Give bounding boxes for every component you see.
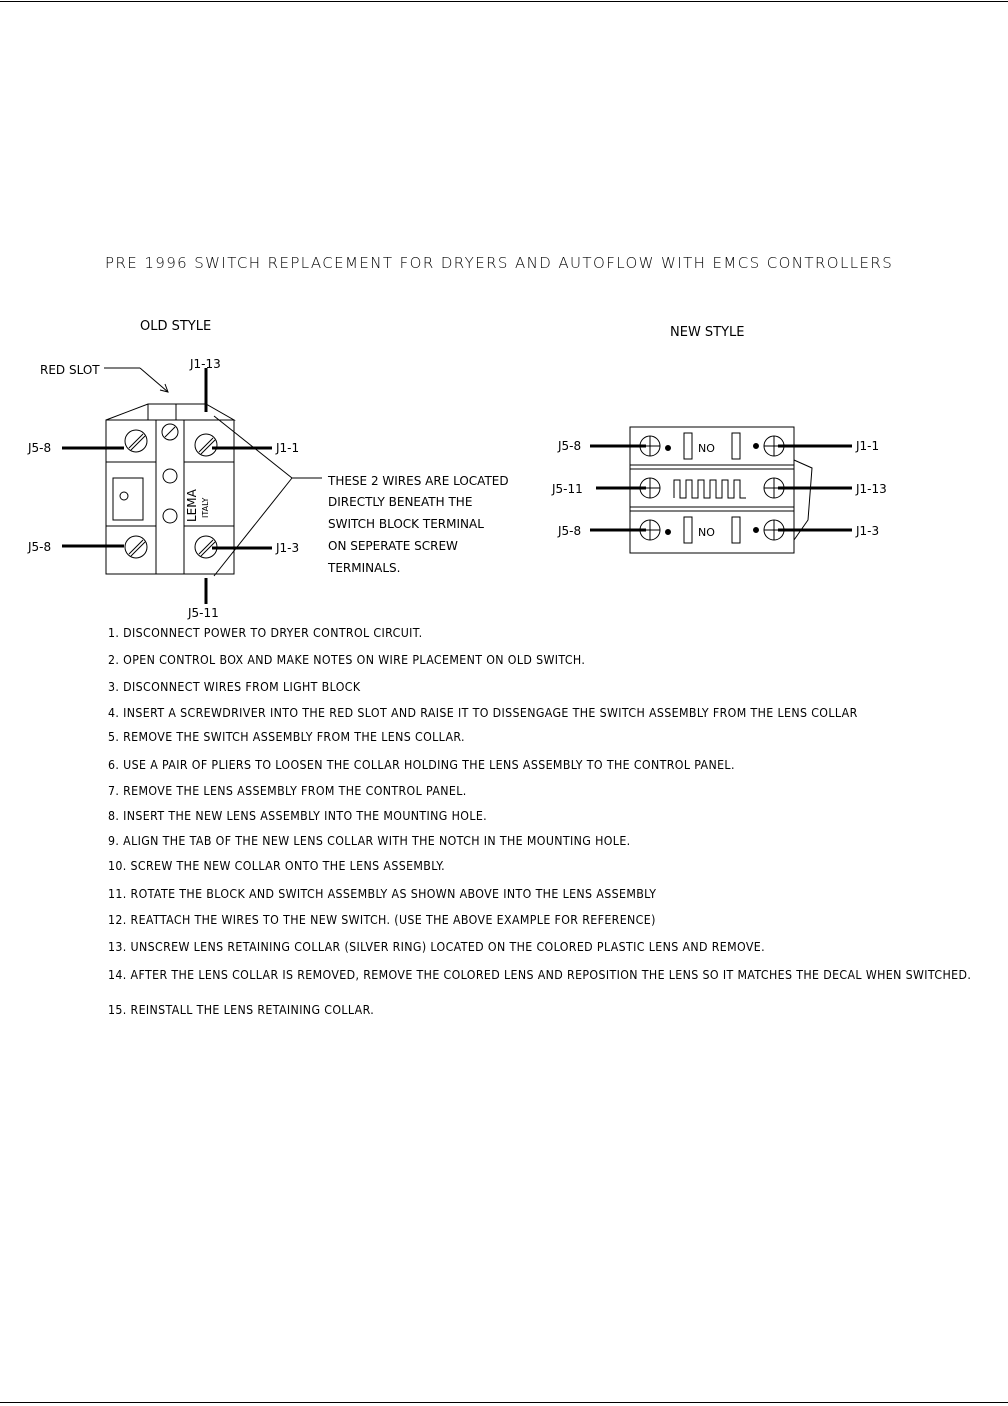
label-j1-1: J1-1 (276, 441, 300, 455)
note-line: DIRECTLY BENEATH THE (328, 495, 473, 509)
step-item: 13. UNSCREW LENS RETAINING COLLAR (SILVER RING) LOCATED ON THE COLORED PLASTIC LENS AND REMOVE. (108, 940, 766, 954)
new-block-clip (794, 460, 812, 540)
note-line: ON SEPERATE SCREW (328, 539, 458, 553)
screw-icon (125, 430, 147, 452)
step-item: 12. REATTACH THE WIRES TO THE NEW SWITCH. (USE THE ABOVE EXAMPLE FOR REFERENCE) (108, 913, 656, 927)
step-item: 3. DISCONNECT WIRES FROM LIGHT BLOCK (108, 680, 361, 694)
step-item: 10. SCREW THE NEW COLLAR ONTO THE LENS ASSEMBLY. (108, 859, 446, 873)
page-title: PRE 1996 SWITCH REPLACEMENT FOR DRYERS AND AUTOFLOW WITH EMCS CONTROLLERS (105, 254, 894, 272)
contact-dot (666, 446, 671, 451)
step-item: 1. DISCONNECT POWER TO DRYER CONTROL CIRCUIT. (108, 626, 423, 640)
label-j5-8-top: J5-8 (28, 441, 52, 455)
label-new-j5-11: J5-11 (552, 482, 583, 496)
step-item: 14. AFTER THE LENS COLLAR IS REMOVED, REMOVE THE COLORED LENS AND REPOSITION THE LENS SO IT MATCHES THE DECAL WHEN SWITCHED. (108, 968, 972, 982)
switch-symbol: NO (698, 442, 715, 455)
label-j5-8-bottom: J5-8 (28, 540, 52, 554)
mounting-hole (163, 469, 177, 483)
switch-symbol: NO (698, 526, 715, 539)
brand-plate (113, 478, 143, 520)
new-style-heading: NEW STYLE (670, 325, 745, 340)
note-leader-lower (214, 478, 292, 576)
label-j1-13: J1-13 (190, 357, 221, 371)
label-new-j5-8-bottom: J5-8 (558, 524, 582, 538)
label-j1-3: J1-3 (276, 541, 300, 555)
old-style-heading: OLD STYLE (140, 319, 212, 334)
step-item: 4. INSERT A SCREWDRIVER INTO THE RED SLOT AND RAISE IT TO DISSENGAGE THE SWITCH ASSEMBLY FROM THE LENS COLLAR (108, 706, 858, 720)
step-item: 2. OPEN CONTROL BOX AND MAKE NOTES ON WIRE PLACEMENT ON OLD SWITCH. (108, 653, 586, 667)
indicator-slot (732, 517, 740, 543)
label-j5-11: J5-11 (188, 606, 219, 620)
brand-sub: ITALY (201, 497, 210, 518)
step-item: 5. REMOVE THE SWITCH ASSEMBLY FROM THE LENS COLLAR. (108, 730, 465, 744)
contact-dot (754, 444, 759, 449)
note-line: THESE 2 WIRES ARE LOCATED (328, 474, 509, 488)
indicator-slot (732, 433, 740, 459)
note-line: TERMINALS. (328, 561, 401, 575)
red-slot-label: RED SLOT (40, 363, 100, 377)
indicator-slot (684, 433, 692, 459)
screw-icon (162, 424, 178, 440)
note-line: SWITCH BLOCK TERMINAL (328, 517, 484, 531)
top-border-line (0, 1, 1008, 2)
contact-dot (666, 530, 671, 535)
screw-icon (195, 434, 217, 456)
label-new-j5-8-top: J5-8 (558, 439, 582, 453)
brand-text: LEMA (185, 489, 199, 522)
label-new-j1-3: J1-3 (856, 524, 880, 538)
step-item: 8. INSERT THE NEW LENS ASSEMBLY INTO THE MOUNTING HOLE. (108, 809, 488, 823)
step-item: 6. USE A PAIR OF PLIERS TO LOOSEN THE COLLAR HOLDING THE LENS ASSEMBLY TO THE CONTROL PANEL. (108, 758, 735, 772)
label-new-j1-1: J1-1 (856, 439, 880, 453)
lamp-filament-icon (674, 480, 746, 498)
mounting-hole (163, 509, 177, 523)
brand-logo-icon (120, 492, 128, 500)
step-item: 7. REMOVE THE LENS ASSEMBLY FROM THE CONTROL PANEL. (108, 784, 467, 798)
indicator-slot (684, 517, 692, 543)
bottom-border-line (0, 1402, 1008, 1403)
wiring-diagram (0, 300, 1008, 620)
step-item: 11. ROTATE THE BLOCK AND SWITCH ASSEMBLY AS SHOWN ABOVE INTO THE LENS ASSEMBLY (108, 887, 657, 901)
label-new-j1-13: J1-13 (856, 482, 887, 496)
contact-dot (754, 528, 759, 533)
step-item: 15. REINSTALL THE LENS RETAINING COLLAR. (108, 1003, 375, 1017)
step-item: 9. ALIGN THE TAB OF THE NEW LENS COLLAR WITH THE NOTCH IN THE MOUNTING HOLE. (108, 834, 631, 848)
screw-icon (125, 536, 147, 558)
red-slot-arrow (140, 368, 168, 392)
old-switch-block-top (106, 404, 234, 420)
